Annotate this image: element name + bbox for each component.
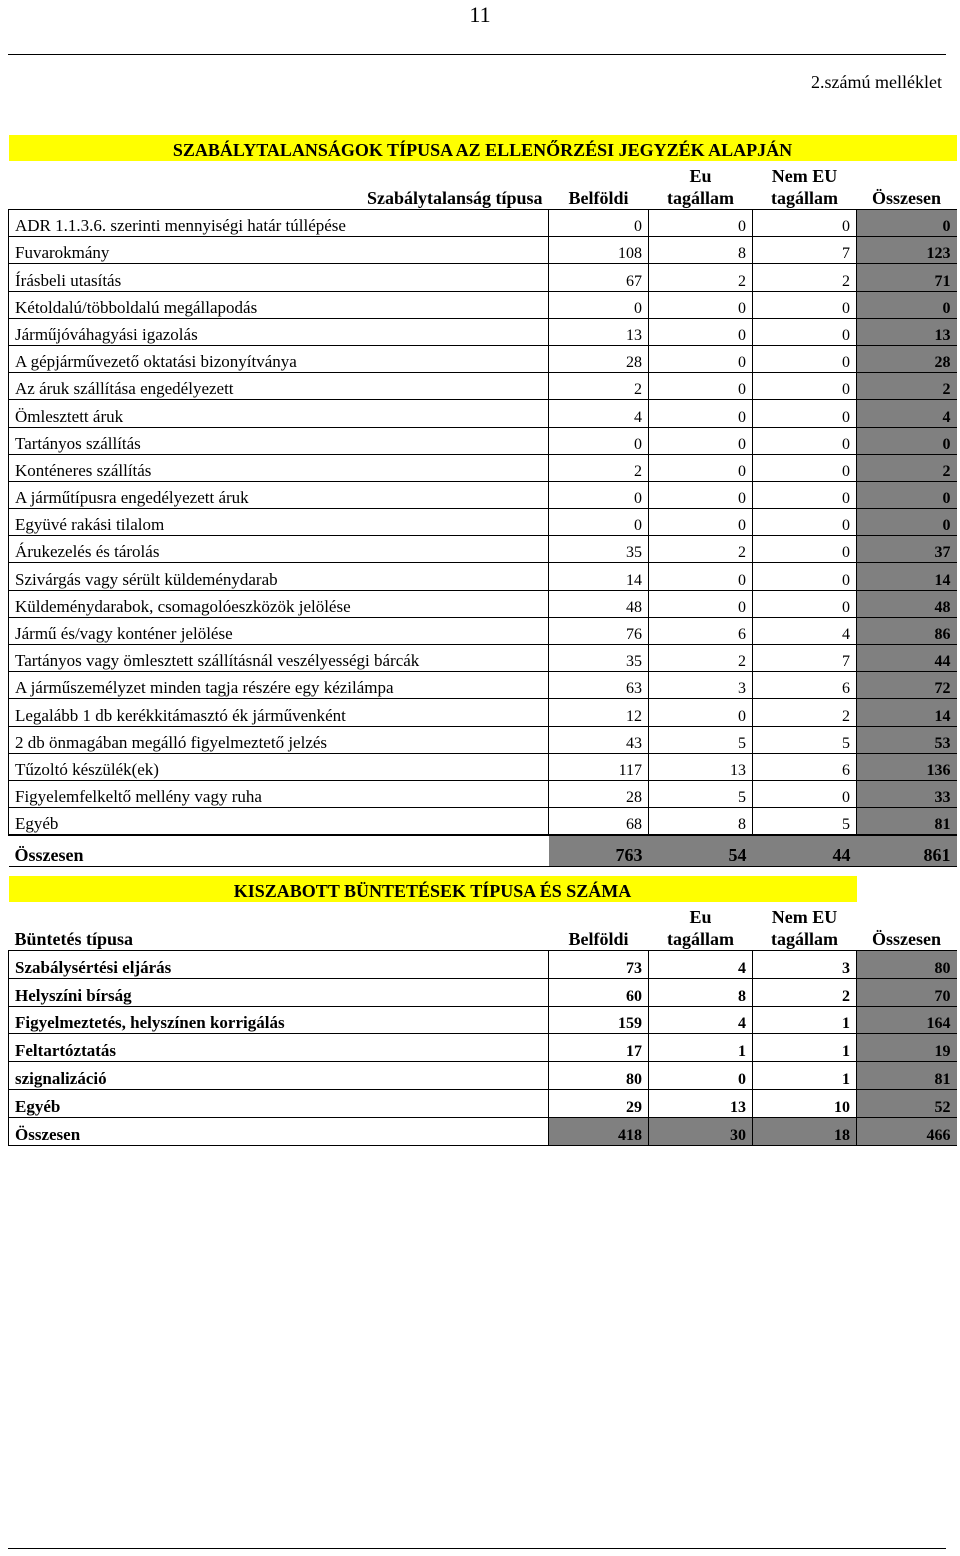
cell-domestic: 63 [549,672,649,699]
row-label: Szivárgás vagy sérült küldeménydarab [9,563,549,590]
cell-eu: 4 [649,1006,753,1034]
cell-domestic: 67 [549,264,649,291]
cell-noneu: 5 [753,808,857,836]
cell-domestic: 60 [549,978,649,1006]
cell-noneu: 1 [753,1062,857,1090]
col-header-noneu: Nem EU tagállam [753,902,857,951]
cell-total: 33 [857,780,957,807]
cell-eu: 8 [649,237,753,264]
row-label: Kétoldalú/többoldalú megállapodás [9,291,549,318]
row-label: A járműtípusra engedélyezett áruk [9,481,549,508]
row-label: Írásbeli utasítás [9,264,549,291]
table-row [9,1062,957,1090]
row-label: Feltartóztatás [9,1034,549,1062]
cell-total: 136 [857,753,957,780]
col-header-domestic: Belföldi [549,902,649,951]
cell-noneu: 7 [753,645,857,672]
cell-noneu: 0 [753,291,857,318]
cell-eu: 0 [649,699,753,726]
row-label: Küldeménydarabok, csomagolóeszközök jelölése [9,590,549,617]
table-row [9,617,957,644]
cell-total: 86 [857,617,957,644]
cell-eu: 4 [649,951,753,979]
cell-total: 0 [857,509,957,536]
cell-eu: 8 [649,808,753,836]
cell-domestic: 13 [549,318,649,345]
col-header-eu: Eu tagállam [649,161,753,210]
cell-domestic: 159 [549,1006,649,1034]
cell-noneu: 0 [753,318,857,345]
row-label: Figyelemfelkeltő mellény vagy ruha [9,780,549,807]
cell-domestic: 12 [549,699,649,726]
table-row [9,509,957,536]
cell-eu: 0 [649,590,753,617]
col-header-domestic: Belföldi [549,161,649,210]
table-row [9,291,957,318]
cell-eu: 0 [649,454,753,481]
row-label: Járműjóváhagyási igazolás [9,318,549,345]
col-header-eu: Eu tagállam [649,902,753,951]
cell-noneu: 0 [753,590,857,617]
table-row [9,345,957,372]
row-label: Helyszíni bírság [9,978,549,1006]
penalties-header-row [9,902,957,951]
cell-noneu: 7 [753,237,857,264]
table-row [9,1089,957,1117]
cell-total: 81 [857,1062,957,1090]
cell-total: 0 [857,210,957,237]
cell-eu: 13 [649,1089,753,1117]
cell-domestic: 0 [549,427,649,454]
table-row [9,951,957,979]
cell-noneu: 1 [753,1034,857,1062]
cell-total: 44 [857,645,957,672]
row-label: Egyéb [9,1089,549,1117]
total-eu: 54 [649,835,753,867]
cell-total: 14 [857,699,957,726]
cell-noneu: 5 [753,726,857,753]
table-row [9,264,957,291]
table-row [9,978,957,1006]
cell-eu: 0 [649,1062,753,1090]
row-label: Fuvarokmány [9,237,549,264]
table-row [9,753,957,780]
table-row [9,780,957,807]
cell-domestic: 73 [549,951,649,979]
cell-domestic: 0 [549,509,649,536]
cell-eu: 1 [649,1034,753,1062]
cell-domestic: 43 [549,726,649,753]
annex-label: 2.számú melléklet [811,72,942,92]
cell-total: 13 [857,318,957,345]
table-row [9,808,957,836]
table-row [9,563,957,590]
row-label: Az áruk szállítása engedélyezett [9,373,549,400]
cell-eu: 0 [649,210,753,237]
table-row [9,454,957,481]
table-row [9,672,957,699]
cell-eu: 30 [649,1117,753,1145]
row-label: Együvé rakási tilalom [9,509,549,536]
table-row [9,699,957,726]
footer-rule [8,1548,946,1549]
cell-domestic: 17 [549,1034,649,1062]
cell-domestic: 4 [549,400,649,427]
cell-total: 53 [857,726,957,753]
table-row [9,645,957,672]
cell-total: 0 [857,427,957,454]
table-row [9,726,957,753]
col-header-noneu: Nem EU tagállam [753,161,857,210]
cell-domestic: 68 [549,808,649,836]
penalties-table [8,876,957,1146]
cell-noneu: 0 [753,509,857,536]
table-row [9,536,957,563]
cell-domestic: 14 [549,563,649,590]
table-row [9,590,957,617]
cell-domestic: 117 [549,753,649,780]
cell-total: 37 [857,536,957,563]
cell-noneu: 0 [753,563,857,590]
cell-noneu: 0 [753,210,857,237]
table-row [9,210,957,237]
cell-total: 71 [857,264,957,291]
cell-eu: 3 [649,672,753,699]
cell-noneu: 18 [753,1117,857,1145]
cell-eu: 5 [649,780,753,807]
row-label: Összesen [9,1117,549,1145]
row-label: Konténeres szállítás [9,454,549,481]
cell-noneu: 6 [753,672,857,699]
col-header-total: Összesen [857,902,957,951]
cell-domestic: 29 [549,1089,649,1117]
cell-noneu: 0 [753,780,857,807]
cell-total: 2 [857,454,957,481]
cell-domestic: 35 [549,536,649,563]
cell-eu: 0 [649,345,753,372]
cell-eu: 5 [649,726,753,753]
cell-total: 164 [857,1006,957,1034]
total-label: Összesen [9,835,549,867]
table-row [9,1006,957,1034]
total-domestic: 763 [549,835,649,867]
cell-eu: 6 [649,617,753,644]
cell-noneu: 4 [753,617,857,644]
irregularities-header-row [9,161,957,210]
row-label: Legalább 1 db kerékkitámasztó ék járművenként [9,699,549,726]
cell-noneu: 0 [753,481,857,508]
cell-total: 14 [857,563,957,590]
cell-eu: 13 [649,753,753,780]
table-row [9,318,957,345]
cell-eu: 0 [649,373,753,400]
row-label: A járműszemélyzet minden tagja részére egy kézilámpa [9,672,549,699]
cell-noneu: 6 [753,753,857,780]
cell-total: 0 [857,291,957,318]
row-label: 2 db önmagában megálló figyelmeztető jelzés [9,726,549,753]
row-label: Tartányos vagy ömlesztett szállításnál veszélyességi bárcák [9,645,549,672]
cell-total: 81 [857,808,957,836]
cell-domestic: 48 [549,590,649,617]
total-row [9,835,957,867]
cell-eu: 0 [649,291,753,318]
row-label: szignalizáció [9,1062,549,1090]
cell-noneu: 0 [753,427,857,454]
cell-eu: 8 [649,978,753,1006]
cell-total: 70 [857,978,957,1006]
cell-eu: 0 [649,563,753,590]
table-row [9,400,957,427]
cell-noneu: 0 [753,400,857,427]
total-noneu: 44 [753,835,857,867]
header-rule [8,54,946,55]
cell-domestic: 28 [549,345,649,372]
cell-noneu: 1 [753,1006,857,1034]
cell-total: 0 [857,481,957,508]
cell-noneu: 0 [753,373,857,400]
row-label: A gépjárművezető oktatási bizonyítványa [9,345,549,372]
cell-domestic: 28 [549,780,649,807]
row-label: ADR 1.1.3.6. szerinti mennyiségi határ túllépése [9,210,549,237]
cell-noneu: 0 [753,345,857,372]
cell-domestic: 418 [549,1117,649,1145]
cell-noneu: 3 [753,951,857,979]
cell-total: 72 [857,672,957,699]
cell-eu: 0 [649,318,753,345]
irregularities-table [8,135,957,867]
cell-domestic: 35 [549,645,649,672]
cell-eu: 2 [649,264,753,291]
cell-total: 123 [857,237,957,264]
cell-eu: 0 [649,509,753,536]
col-header-type: Szabálytalanság típusa [9,161,549,210]
cell-domestic: 108 [549,237,649,264]
cell-noneu: 0 [753,536,857,563]
row-label: Tűzoltó készülék(ek) [9,753,549,780]
irregularities-title: SZABÁLYTALANSÁGOK TÍPUSA AZ ELLENŐRZÉSI JEGYZÉK ALAPJÁN [9,135,957,161]
row-label: Szabálysértési eljárás [9,951,549,979]
cell-eu: 2 [649,645,753,672]
cell-eu: 0 [649,400,753,427]
cell-domestic: 0 [549,291,649,318]
table-row [9,427,957,454]
cell-total: 80 [857,951,957,979]
cell-domestic: 80 [549,1062,649,1090]
cell-eu: 2 [649,536,753,563]
penalties-title-row [9,876,957,902]
irregularities-title-row [9,135,957,161]
col-header-total: Összesen [857,161,957,210]
row-label: Árukezelés és tárolás [9,536,549,563]
cell-domestic: 2 [549,454,649,481]
cell-domestic: 0 [549,481,649,508]
cell-domestic: 2 [549,373,649,400]
table-row [9,237,957,264]
row-label: Egyéb [9,808,549,836]
table-row [9,373,957,400]
total-sum: 861 [857,835,957,867]
row-label: Jármű és/vagy konténer jelölése [9,617,549,644]
cell-noneu: 0 [753,454,857,481]
col-header-penalty-type: Büntetés típusa [9,902,549,951]
cell-eu: 0 [649,481,753,508]
cell-domestic: 76 [549,617,649,644]
cell-total: 52 [857,1089,957,1117]
cell-noneu: 2 [753,264,857,291]
row-label: Figyelmeztetés, helyszínen korrigálás [9,1006,549,1034]
table-row [9,481,957,508]
page-number: 11 [469,2,491,27]
cell-total: 4 [857,400,957,427]
table-row [9,1034,957,1062]
row-label: Tartányos szállítás [9,427,549,454]
table-row [9,1117,957,1145]
cell-total: 2 [857,373,957,400]
penalties-title: KISZABOTT BÜNTETÉSEK TÍPUSA ÉS SZÁMA [9,876,857,902]
cell-domestic: 0 [549,210,649,237]
row-label: Ömlesztett áruk [9,400,549,427]
cell-noneu: 10 [753,1089,857,1117]
cell-eu: 0 [649,427,753,454]
cell-total: 48 [857,590,957,617]
cell-total: 466 [857,1117,957,1145]
cell-total: 28 [857,345,957,372]
cell-noneu: 2 [753,699,857,726]
cell-total: 19 [857,1034,957,1062]
cell-noneu: 2 [753,978,857,1006]
